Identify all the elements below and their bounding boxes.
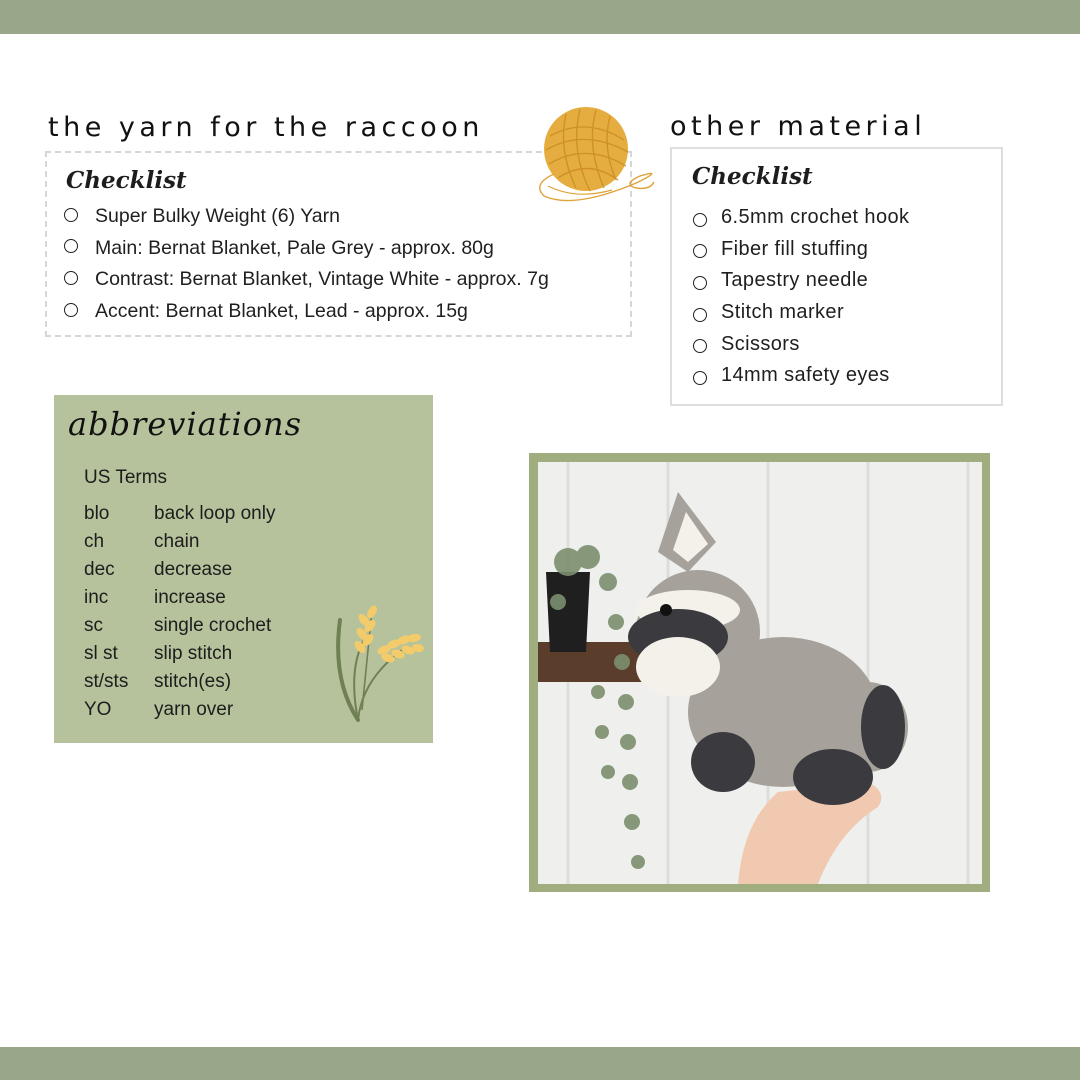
other-item-label: Scissors	[721, 332, 800, 355]
abbreviation-meaning: single crochet	[154, 615, 272, 636]
other-checklist-item[interactable]	[693, 234, 909, 266]
other-section-title: other material	[670, 111, 927, 142]
yarn-checklist-item[interactable]	[64, 296, 549, 328]
yarn-section-title: the yarn for the raccoon	[48, 112, 484, 143]
abbreviations-panel	[54, 395, 433, 743]
us-terms-label: US Terms	[84, 467, 168, 488]
circle-checkbox-icon[interactable]	[64, 271, 78, 285]
other-checklist-box	[670, 147, 1003, 406]
abbreviation-row	[84, 556, 275, 584]
abbreviation-meaning: chain	[154, 531, 200, 552]
abbreviation-code: YO	[84, 699, 112, 720]
circle-checkbox-icon[interactable]	[693, 244, 707, 258]
abbreviation-row	[84, 668, 275, 696]
abbreviation-row	[84, 584, 275, 612]
abbreviation-meaning: back loop only	[154, 503, 276, 524]
abbreviations-title: abbreviations	[68, 405, 303, 443]
circle-checkbox-icon[interactable]	[693, 276, 707, 290]
raccoon-plush-photo	[538, 462, 982, 884]
circle-checkbox-icon[interactable]	[693, 339, 707, 353]
bottom-band	[0, 1047, 1080, 1080]
other-item-label: Fiber fill stuffing	[721, 237, 869, 260]
yarn-checklist-item[interactable]	[64, 264, 549, 296]
abbreviations-list	[84, 500, 275, 724]
abbreviation-row	[84, 612, 275, 640]
abbreviation-code: st/sts	[84, 671, 129, 692]
abbreviation-row	[84, 696, 275, 724]
abbreviation-row	[84, 528, 275, 556]
other-item-label: 14mm safety eyes	[721, 364, 890, 387]
yarn-checklist-heading: Checklist	[66, 167, 187, 194]
other-checklist	[693, 202, 909, 392]
abbreviation-meaning: increase	[154, 587, 226, 608]
circle-checkbox-icon[interactable]	[64, 208, 78, 222]
yarn-item-label: Main: Bernat Blanket, Pale Grey - approx. 80g	[95, 236, 494, 259]
other-checklist-heading: Checklist	[692, 163, 813, 190]
other-checklist-item[interactable]	[693, 202, 909, 234]
abbreviation-meaning: decrease	[154, 559, 233, 580]
yarn-checklist-item[interactable]	[64, 201, 549, 233]
other-item-label: Tapestry needle	[721, 269, 869, 292]
yarn-checklist	[64, 201, 549, 327]
yarn-ball-icon	[536, 106, 658, 210]
abbreviation-code: blo	[84, 503, 110, 524]
yarn-item-label: Contrast: Bernat Blanket, Vintage White - approx. 7g	[95, 268, 549, 291]
circle-checkbox-icon[interactable]	[693, 371, 707, 385]
abbreviation-meaning: slip stitch	[154, 643, 233, 664]
yarn-item-label: Super Bulky Weight (6) Yarn	[95, 205, 340, 228]
abbreviation-code: sl st	[84, 643, 118, 664]
yarn-checklist-item[interactable]	[64, 233, 549, 265]
other-checklist-item[interactable]	[693, 328, 909, 360]
circle-checkbox-icon[interactable]	[64, 303, 78, 317]
abbreviation-meaning: stitch(es)	[154, 671, 232, 692]
other-checklist-item[interactable]	[693, 360, 909, 392]
circle-checkbox-icon[interactable]	[693, 308, 707, 322]
abbreviation-row	[84, 640, 275, 668]
abbreviation-code: sc	[84, 615, 103, 636]
abbreviation-meaning: yarn over	[154, 699, 234, 720]
other-checklist-item[interactable]	[693, 265, 909, 297]
circle-checkbox-icon[interactable]	[64, 239, 78, 253]
circle-checkbox-icon[interactable]	[693, 213, 707, 227]
other-checklist-item[interactable]	[693, 297, 909, 329]
abbreviation-code: ch	[84, 531, 105, 552]
abbreviation-code: inc	[84, 587, 109, 608]
abbreviation-row	[84, 500, 275, 528]
photo-frame	[529, 453, 990, 892]
abbreviation-code: dec	[84, 559, 115, 580]
top-band	[0, 0, 1080, 34]
other-item-label: Stitch marker	[721, 301, 845, 324]
wheat-icon	[322, 600, 426, 722]
other-item-label: 6.5mm crochet hook	[721, 206, 910, 229]
yarn-item-label: Accent: Bernat Blanket, Lead - approx. 15g	[95, 300, 468, 323]
